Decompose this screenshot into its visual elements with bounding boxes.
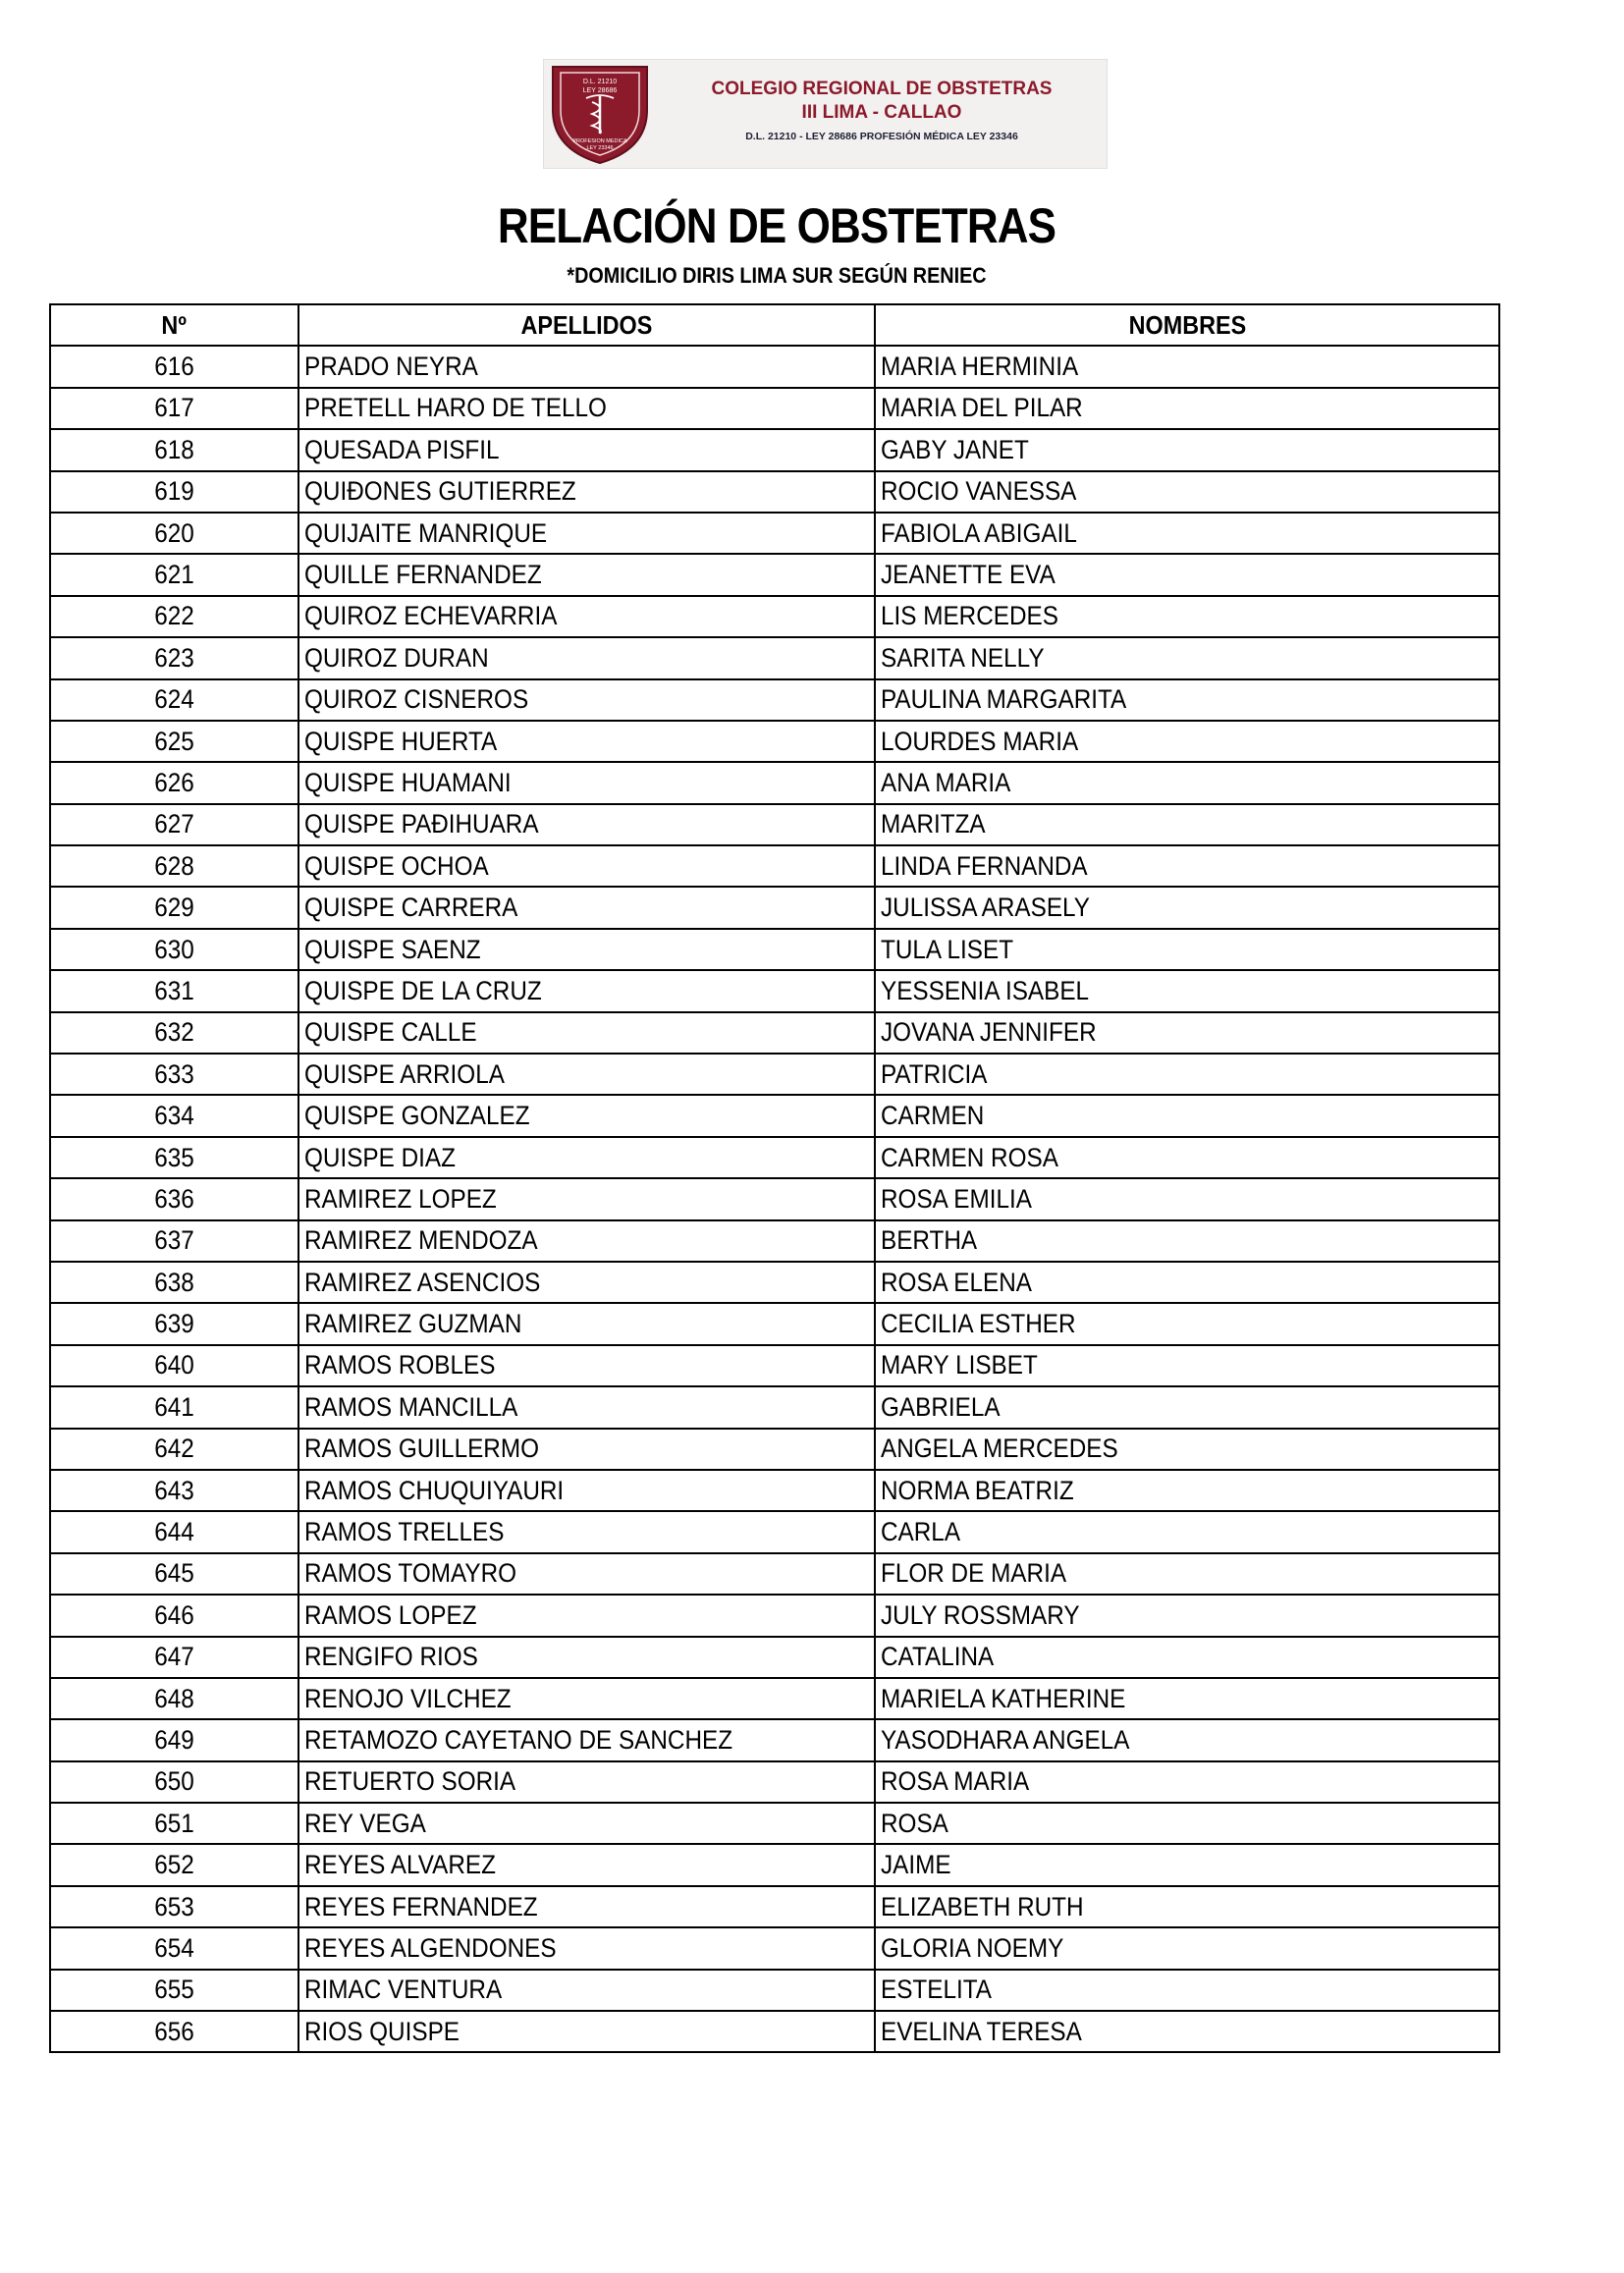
row-surnames-cell: QUIROZ ECHEVARRIA [298,596,875,637]
logo-law-reference: D.L. 21210 - LEY 28686 PROFESIÓN MÉDICA LEY 23346 [745,131,1018,142]
row-number-cell: 625 [50,721,298,762]
row-names-cell: LOURDES MARIA [875,721,1499,762]
row-number-cell: 629 [50,887,298,928]
row-number-cell: 637 [50,1220,298,1262]
row-number-cell: 651 [50,1803,298,1844]
row-number-cell: 654 [50,1927,298,1969]
row-names-cell: ROSA EMILIA [875,1178,1499,1219]
svg-text:PROFESION MEDICA: PROFESION MEDICA [572,138,627,144]
table-row [50,1553,1499,1595]
table-row [50,596,1499,637]
row-number-cell: 635 [50,1137,298,1178]
row-names-cell: ROSA [875,1803,1499,1844]
row-names-cell: GABRIELA [875,1386,1499,1428]
row-surnames-cell: RIOS QUISPE [298,2011,875,2052]
table-row [50,679,1499,721]
table-row [50,1095,1499,1136]
row-surnames-cell: QUIROZ DURAN [298,637,875,678]
logo-org-name: COLEGIO REGIONAL DE OBSTETRAS [711,79,1053,99]
table-row [50,1429,1499,1470]
table-row [50,429,1499,470]
row-names-cell: ANGELA MERCEDES [875,1429,1499,1470]
table-row [50,1511,1499,1552]
table-row [50,1719,1499,1760]
row-surnames-cell: RAMIREZ ASENCIOS [298,1262,875,1303]
row-surnames-cell: RAMOS CHUQUIYAURI [298,1470,875,1511]
row-surnames-cell: RAMOS MANCILLA [298,1386,875,1428]
row-surnames-cell: QUIJAITE MANRIQUE [298,513,875,554]
row-names-cell: PATRICIA [875,1054,1499,1095]
row-surnames-cell: RIMAC VENTURA [298,1970,875,2011]
row-surnames-cell: REY VEGA [298,1803,875,1844]
row-names-cell: JULY ROSSMARY [875,1595,1499,1636]
column-header-number: Nº [50,304,298,346]
row-names-cell: GABY JANET [875,429,1499,470]
table-row [50,1137,1499,1178]
row-number-cell: 650 [50,1761,298,1803]
page-subtitle: *DOMICILIO DIRIS LIMA SUR SEGÚN RENIEC [567,263,987,288]
row-number-cell: 640 [50,1345,298,1386]
table-row [50,762,1499,803]
table-row [50,887,1499,928]
row-names-cell: EVELINA TERESA [875,2011,1499,2052]
table-row [50,929,1499,970]
row-surnames-cell: PRADO NEYRA [298,346,875,387]
row-number-cell: 620 [50,513,298,554]
page-title: RELACIÓN DE OBSTETRAS [497,198,1056,253]
row-names-cell: CECILIA ESTHER [875,1303,1499,1344]
table-row [50,1178,1499,1219]
table-row [50,471,1499,513]
row-number-cell: 619 [50,471,298,513]
table-row [50,1012,1499,1054]
row-names-cell: NORMA BEATRIZ [875,1470,1499,1511]
row-names-cell: FABIOLA ABIGAIL [875,513,1499,554]
table-row [50,1844,1499,1885]
table-row [50,1054,1499,1095]
row-surnames-cell: RAMOS TOMAYRO [298,1553,875,1595]
row-number-cell: 616 [50,346,298,387]
svg-text:LEY 23346: LEY 23346 [586,145,614,151]
row-number-cell: 656 [50,2011,298,2052]
row-number-cell: 639 [50,1303,298,1344]
row-number-cell: 644 [50,1511,298,1552]
obstetricians-table [49,303,1500,2053]
row-names-cell: YESSENIA ISABEL [875,970,1499,1011]
table-row [50,1803,1499,1844]
row-number-cell: 627 [50,804,298,845]
row-surnames-cell: QUISPE PAÐIHUARA [298,804,875,845]
row-number-cell: 645 [50,1553,298,1595]
row-surnames-cell: RAMIREZ LOPEZ [298,1178,875,1219]
row-surnames-cell: RAMOS ROBLES [298,1345,875,1386]
row-surnames-cell: REYES FERNANDEZ [298,1886,875,1927]
row-names-cell: JULISSA ARASELY [875,887,1499,928]
svg-text:D.L. 21210: D.L. 21210 [582,79,618,85]
row-names-cell: ROCIO VANESSA [875,471,1499,513]
row-names-cell: ANA MARIA [875,762,1499,803]
row-names-cell: MARY LISBET [875,1345,1499,1386]
row-surnames-cell: QUISPE OCHOA [298,845,875,887]
row-number-cell: 621 [50,554,298,595]
row-number-cell: 652 [50,1844,298,1885]
row-names-cell: CARLA [875,1511,1499,1552]
obstetrics-seal-logo [549,63,651,167]
row-number-cell: 643 [50,1470,298,1511]
row-number-cell: 655 [50,1970,298,2011]
table-row [50,1262,1499,1303]
table-row [50,1303,1499,1344]
row-surnames-cell: RAMIREZ GUZMAN [298,1303,875,1344]
table-row [50,1595,1499,1636]
table-row [50,513,1499,554]
row-surnames-cell: QUISPE SAENZ [298,929,875,970]
row-number-cell: 630 [50,929,298,970]
row-number-cell: 617 [50,388,298,429]
row-names-cell: LINDA FERNANDA [875,845,1499,887]
row-surnames-cell: RETUERTO SORIA [298,1761,875,1803]
table-row [50,1761,1499,1803]
row-surnames-cell: QUILLE FERNANDEZ [298,554,875,595]
row-names-cell: TULA LISET [875,929,1499,970]
row-number-cell: 642 [50,1429,298,1470]
row-number-cell: 649 [50,1719,298,1760]
row-names-cell: JOVANA JENNIFER [875,1012,1499,1054]
logo-org-region: III LIMA - CALLAO [801,102,962,123]
table-row [50,1470,1499,1511]
svg-text:LEY 28686: LEY 28686 [582,87,618,94]
row-names-cell: CARMEN [875,1095,1499,1136]
row-names-cell: MARIA HERMINIA [875,346,1499,387]
row-surnames-cell: QUIÐONES GUTIERREZ [298,471,875,513]
row-names-cell: FLOR DE MARIA [875,1553,1499,1595]
row-names-cell: LIS MERCEDES [875,596,1499,637]
row-names-cell: PAULINA MARGARITA [875,679,1499,721]
table-row [50,1345,1499,1386]
row-names-cell: YASODHARA ANGELA [875,1719,1499,1760]
logo-banner [543,59,1108,169]
row-names-cell: CARMEN ROSA [875,1137,1499,1178]
row-surnames-cell: QUISPE CALLE [298,1012,875,1054]
row-surnames-cell: QUISPE HUERTA [298,721,875,762]
row-surnames-cell: QUISPE DE LA CRUZ [298,970,875,1011]
row-number-cell: 638 [50,1262,298,1303]
row-surnames-cell: RENOJO VILCHEZ [298,1678,875,1719]
row-number-cell: 634 [50,1095,298,1136]
table-row [50,637,1499,678]
table-row [50,1386,1499,1428]
row-surnames-cell: RAMOS LOPEZ [298,1595,875,1636]
row-surnames-cell: REYES ALGENDONES [298,1927,875,1969]
row-number-cell: 641 [50,1386,298,1428]
row-names-cell: JAIME [875,1844,1499,1885]
table-row [50,388,1499,429]
table-row [50,804,1499,845]
row-number-cell: 618 [50,429,298,470]
row-names-cell: ROSA MARIA [875,1761,1499,1803]
table-row [50,721,1499,762]
row-surnames-cell: PRETELL HARO DE TELLO [298,388,875,429]
row-surnames-cell: QUIROZ CISNEROS [298,679,875,721]
row-surnames-cell: RAMOS GUILLERMO [298,1429,875,1470]
table-row [50,554,1499,595]
row-names-cell: CATALINA [875,1637,1499,1678]
row-surnames-cell: QUISPE DIAZ [298,1137,875,1178]
table-row [50,346,1499,387]
row-number-cell: 632 [50,1012,298,1054]
row-number-cell: 633 [50,1054,298,1095]
row-surnames-cell: RAMOS TRELLES [298,1511,875,1552]
row-number-cell: 628 [50,845,298,887]
table-row [50,1886,1499,1927]
row-names-cell: ESTELITA [875,1970,1499,2011]
row-surnames-cell: RENGIFO RIOS [298,1637,875,1678]
row-names-cell: MARITZA [875,804,1499,845]
row-number-cell: 631 [50,970,298,1011]
row-surnames-cell: QUISPE HUAMANI [298,762,875,803]
row-names-cell: SARITA NELLY [875,637,1499,678]
table-row [50,1220,1499,1262]
column-header-surnames: APELLIDOS [298,304,875,346]
table-body [50,346,1499,2052]
row-surnames-cell: QUISPE CARRERA [298,887,875,928]
row-number-cell: 622 [50,596,298,637]
table-header-row [50,304,1499,346]
row-names-cell: GLORIA NOEMY [875,1927,1499,1969]
row-number-cell: 647 [50,1637,298,1678]
row-names-cell: MARIELA KATHERINE [875,1678,1499,1719]
table-row [50,1970,1499,2011]
column-header-names: NOMBRES [875,304,1499,346]
row-names-cell: ROSA ELENA [875,1262,1499,1303]
row-names-cell: MARIA DEL PILAR [875,388,1499,429]
table-row [50,845,1499,887]
row-number-cell: 646 [50,1595,298,1636]
table-row [50,1637,1499,1678]
row-names-cell: BERTHA [875,1220,1499,1262]
table-row [50,1678,1499,1719]
row-names-cell: JEANETTE EVA [875,554,1499,595]
table-row [50,2011,1499,2052]
table-row [50,970,1499,1011]
row-surnames-cell: QUISPE GONZALEZ [298,1095,875,1136]
table-row [50,1927,1499,1969]
row-surnames-cell: QUESADA PISFIL [298,429,875,470]
row-surnames-cell: RETAMOZO CAYETANO DE SANCHEZ [298,1719,875,1760]
row-number-cell: 623 [50,637,298,678]
row-number-cell: 626 [50,762,298,803]
row-names-cell: ELIZABETH RUTH [875,1886,1499,1927]
row-number-cell: 648 [50,1678,298,1719]
row-surnames-cell: REYES ALVAREZ [298,1844,875,1885]
row-number-cell: 624 [50,679,298,721]
row-surnames-cell: QUISPE ARRIOLA [298,1054,875,1095]
row-number-cell: 636 [50,1178,298,1219]
row-surnames-cell: RAMIREZ MENDOZA [298,1220,875,1262]
row-number-cell: 653 [50,1886,298,1927]
